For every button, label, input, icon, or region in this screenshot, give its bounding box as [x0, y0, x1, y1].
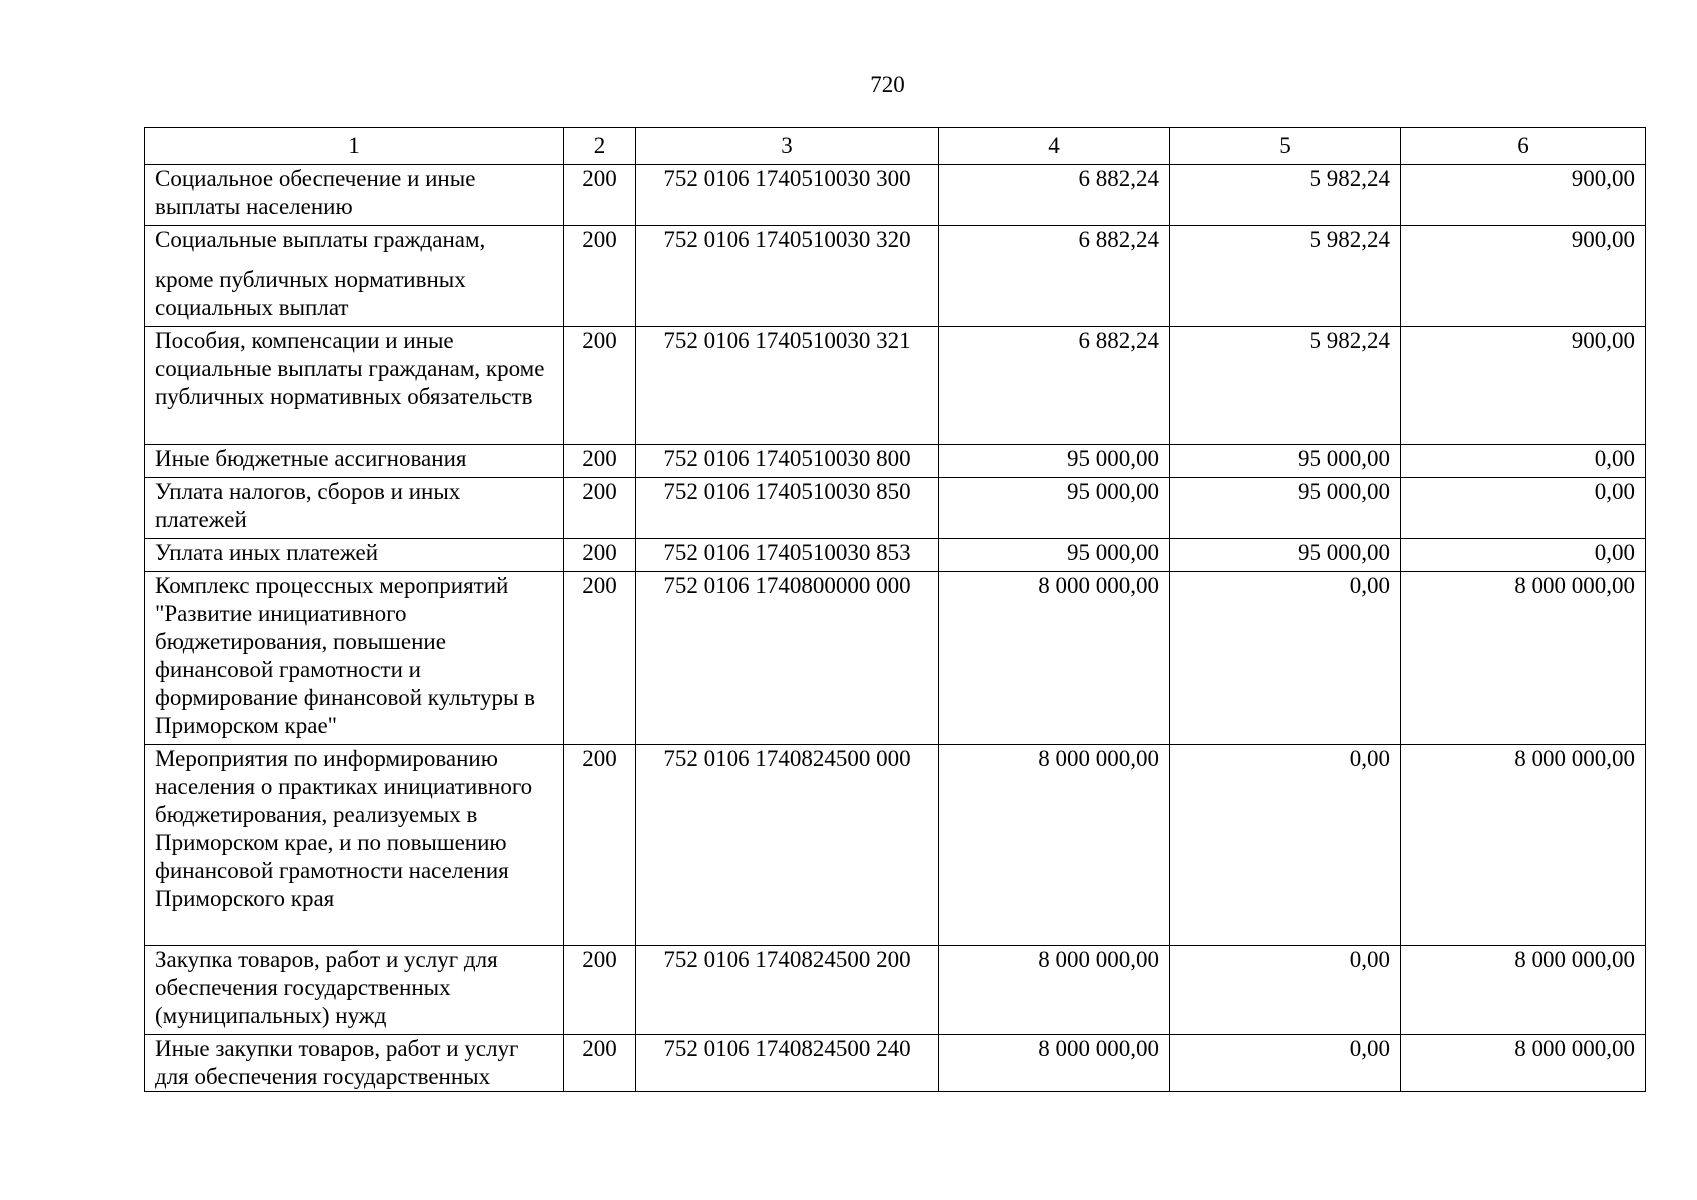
item-col6: 0,00 — [1401, 539, 1646, 572]
item-col6: 8 000 000,00 — [1401, 946, 1646, 1035]
table-row — [145, 165, 1646, 226]
item-col4: 8 000 000,00 — [939, 946, 1170, 1035]
table-row — [145, 946, 1646, 1035]
item-col4: 8 000 000,00 — [939, 745, 1170, 946]
table-row — [145, 445, 1646, 478]
header-cell: 5 — [1170, 128, 1401, 165]
item-code: 200 — [564, 539, 636, 572]
item-name: Уплата иных платежей — [145, 539, 564, 572]
item-name: Уплата налогов, сборов и иных платежей — [145, 478, 564, 539]
item-name: Комплекс процессных мероприятий "Развитие инициативного бюджетирования, повышение финансовой грамотности и формирование финансовой культуры в Приморском крае" — [145, 572, 564, 745]
item-csr: 752 0106 1740510030 850 — [636, 478, 939, 539]
item-col6: 900,00 — [1401, 165, 1646, 226]
item-col6: 900,00 — [1401, 226, 1646, 327]
item-code: 200 — [564, 165, 636, 226]
table-row — [145, 572, 1646, 745]
item-col5: 0,00 — [1170, 946, 1401, 1035]
table-row — [145, 226, 1646, 327]
item-col5: 0,00 — [1170, 572, 1401, 745]
item-col4: 8 000 000,00 — [939, 572, 1170, 745]
item-name: Социальное обеспечение и иные выплаты населению — [145, 165, 564, 226]
item-col4: 6 882,24 — [939, 226, 1170, 327]
item-col6: 8 000 000,00 — [1401, 745, 1646, 946]
item-col5: 95 000,00 — [1170, 539, 1401, 572]
page-number: 720 — [870, 72, 905, 97]
table-row — [145, 745, 1646, 946]
table-row — [145, 327, 1646, 445]
table-row — [145, 539, 1646, 572]
header-cell: 4 — [939, 128, 1170, 165]
item-code: 200 — [564, 946, 636, 1035]
item-name: Иные бюджетные ассигнования — [145, 445, 564, 478]
item-col4: 8 000 000,00 — [939, 1035, 1170, 1092]
item-col4: 95 000,00 — [939, 478, 1170, 539]
item-col5: 95 000,00 — [1170, 445, 1401, 478]
item-col5: 0,00 — [1170, 745, 1401, 946]
item-col6: 8 000 000,00 — [1401, 1035, 1646, 1092]
item-code: 200 — [564, 1035, 636, 1092]
header-cell: 3 — [636, 128, 939, 165]
budget-table — [144, 127, 1646, 1092]
item-col6: 0,00 — [1401, 478, 1646, 539]
header-cell: 1 — [145, 128, 564, 165]
item-code: 200 — [564, 327, 636, 445]
item-csr: 752 0106 1740510030 800 — [636, 445, 939, 478]
item-csr: 752 0106 1740824500 240 — [636, 1035, 939, 1092]
item-col5: 95 000,00 — [1170, 478, 1401, 539]
item-col4: 6 882,24 — [939, 327, 1170, 445]
item-col6: 900,00 — [1401, 327, 1646, 445]
item-csr: 752 0106 1740510030 321 — [636, 327, 939, 445]
item-csr: 752 0106 1740824500 200 — [636, 946, 939, 1035]
item-name: Иные закупки товаров, работ и услуг для обеспечения государственных — [145, 1035, 564, 1092]
table-row — [145, 1035, 1646, 1092]
item-col5: 5 982,24 — [1170, 327, 1401, 445]
item-name: Закупка товаров, работ и услуг для обеспечения государственных (муниципальных) нужд — [145, 946, 564, 1035]
item-col5: 5 982,24 — [1170, 165, 1401, 226]
item-name: Пособия, компенсации и иные социальные выплаты гражданам, кроме публичных нормативных обязательств — [145, 327, 564, 445]
item-col5: 0,00 — [1170, 1035, 1401, 1092]
table-row — [145, 478, 1646, 539]
item-col5: 5 982,24 — [1170, 226, 1401, 327]
item-code: 200 — [564, 745, 636, 946]
header-cell: 2 — [564, 128, 636, 165]
item-name-cell — [145, 226, 564, 327]
item-code: 200 — [564, 478, 636, 539]
item-csr: 752 0106 1740510030 853 — [636, 539, 939, 572]
item-col4: 95 000,00 — [939, 445, 1170, 478]
item-name: Социальные выплаты гражданам, — [155, 227, 486, 252]
item-col4: 6 882,24 — [939, 165, 1170, 226]
item-csr: 752 0106 1740510030 300 — [636, 165, 939, 226]
header-row — [145, 128, 1646, 165]
header-cell: 6 — [1401, 128, 1646, 165]
item-name: Мероприятия по информированию населения о практиках инициативного бюджетирования, реализуемых в Приморском крае, и по повышению финансовой грамотности населения Приморского края — [145, 745, 564, 946]
item-col4: 95 000,00 — [939, 539, 1170, 572]
item-code: 200 — [564, 226, 636, 327]
item-csr: 752 0106 1740800000 000 — [636, 572, 939, 745]
item-col6: 8 000 000,00 — [1401, 572, 1646, 745]
item-code: 200 — [564, 572, 636, 745]
item-csr: 752 0106 1740510030 320 — [636, 226, 939, 327]
item-col6: 0,00 — [1401, 445, 1646, 478]
item-name-continued: кроме публичных нормативных социальных выплат — [155, 267, 466, 320]
item-csr: 752 0106 1740824500 000 — [636, 745, 939, 946]
item-code: 200 — [564, 445, 636, 478]
